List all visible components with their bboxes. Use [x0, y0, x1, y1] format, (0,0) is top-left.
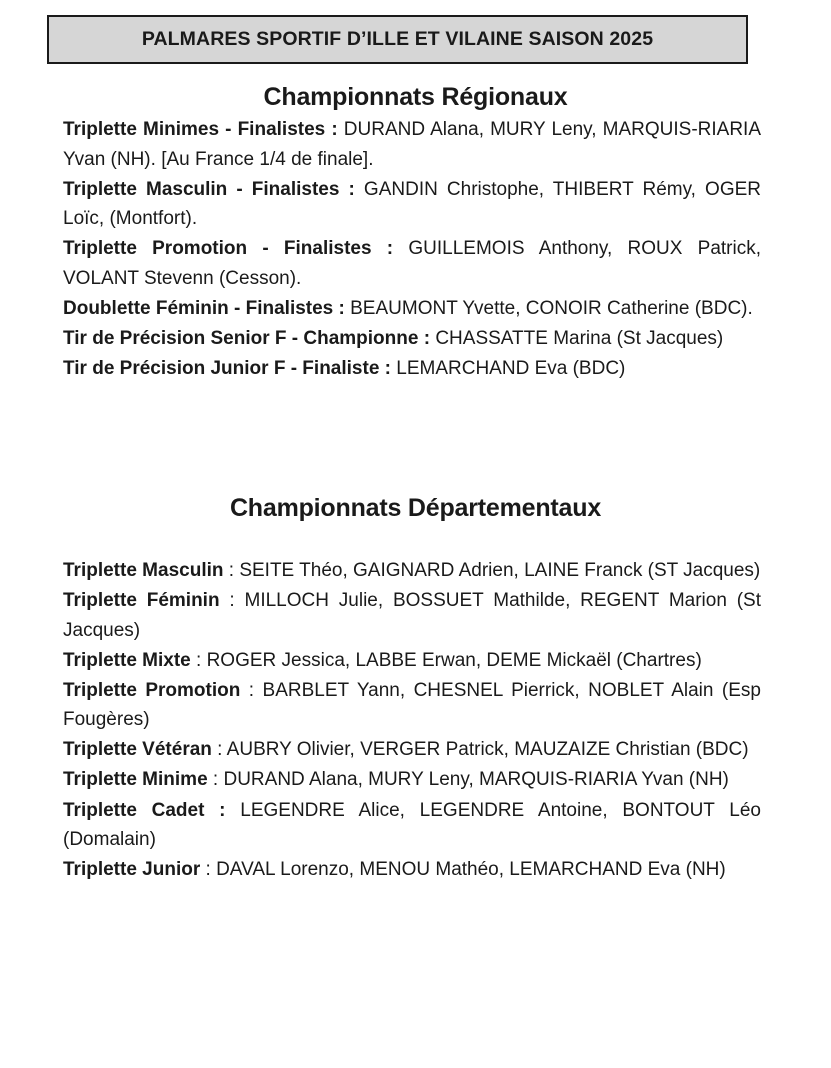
- regional-section-title: Championnats Régionaux: [263, 83, 568, 111]
- entry-text: : MILLOCH Julie, BOSSUET Mathilde, REGENT Marion (St Jacques): [63, 590, 761, 641]
- entry-text: GUILLEMOIS Anthony, ROUX Patrick, VOLANT Stevenn (Cesson).: [63, 238, 761, 289]
- entry-label: Triplette Vétéran: [63, 739, 212, 761]
- entry-label: Triplette Minimes - Finalistes :: [63, 119, 338, 140]
- departmental-entry: [63, 586, 761, 645]
- departmental-entries: [63, 556, 761, 885]
- departmental-entry: [63, 796, 761, 855]
- entry-text: DURAND Alana, MURY Leny, MARQUIS-RIARIA Yvan (NH). [Au France 1/4 de finale].: [63, 119, 761, 170]
- entry-text: : SEITE Théo, GAIGNARD Adrien, LAINE Franck (ST Jacques): [223, 560, 761, 581]
- regional-entry: [63, 324, 761, 354]
- regional-entry: [63, 115, 761, 174]
- entry-text: BEAUMONT Yvette, CONOIR Catherine (BDC).: [344, 297, 753, 319]
- departmental-entry: [63, 676, 761, 735]
- entry-text: : BARBLET Yann, CHESNEL Pierrick, NOBLET Alain (Esp Fougères): [63, 679, 761, 731]
- entry-label: Triplette Cadet :: [63, 799, 226, 821]
- document-title-box: [47, 15, 748, 64]
- entry-text: LEMARCHAND Eva (BDC): [391, 357, 626, 379]
- entry-label: Triplette Mixte: [63, 649, 191, 671]
- entry-label: Triplette Masculin - Finalistes :: [63, 178, 355, 200]
- regional-entries: [63, 115, 761, 384]
- departmental-entry: [63, 855, 761, 885]
- entry-text: : AUBRY Olivier, VERGER Patrick, MAUZAIZE Christian (BDC): [211, 739, 749, 761]
- departmental-entry: [63, 765, 761, 795]
- regional-entry: [63, 234, 761, 293]
- entry-text: GANDIN Christophe, THIBERT Rémy, OGER Loïc, (Montfort).: [63, 178, 761, 230]
- entry-label: Doublette Féminin - Finalistes :: [63, 297, 345, 319]
- entry-text: : DURAND Alana, MURY Leny, MARQUIS-RIARIA Yvan (NH): [207, 769, 729, 791]
- entry-label: Triplette Masculin: [63, 560, 224, 581]
- departmental-entry: [63, 735, 761, 765]
- entry-label: Tir de Précision Junior F - Finaliste :: [63, 357, 391, 379]
- entry-text: : DAVAL Lorenzo, MENOU Mathéo, LEMARCHAND Eva (NH): [200, 859, 726, 881]
- entry-label: Triplette Féminin: [63, 590, 220, 612]
- entry-label: Triplette Promotion - Finalistes :: [63, 238, 394, 260]
- entry-text: CHASSATTE Marina (St Jacques): [430, 327, 724, 349]
- regional-entry: [63, 294, 761, 324]
- entry-label: Triplette Junior: [63, 859, 201, 881]
- document-title: PALMARES SPORTIF D’ILLE ET VILAINE SAISON 2025: [141, 28, 654, 50]
- regional-entry: [63, 175, 761, 234]
- departmental-entry: [63, 556, 761, 586]
- entry-label: Triplette Minime: [63, 769, 208, 791]
- entry-text: : ROGER Jessica, LABBE Erwan, DEME Mickaël (Chartres): [190, 649, 702, 671]
- departmental-section-title: Championnats Départementaux: [229, 494, 602, 522]
- entry-label: Triplette Promotion: [63, 679, 241, 701]
- entry-text: LEGENDRE Alice, LEGENDRE Antoine, BONTOUT Léo (Domalain): [63, 799, 762, 851]
- entry-label: Tir de Précision Senior F - Championne :: [63, 327, 431, 349]
- departmental-entry: [63, 646, 761, 676]
- regional-entry: [63, 354, 761, 384]
